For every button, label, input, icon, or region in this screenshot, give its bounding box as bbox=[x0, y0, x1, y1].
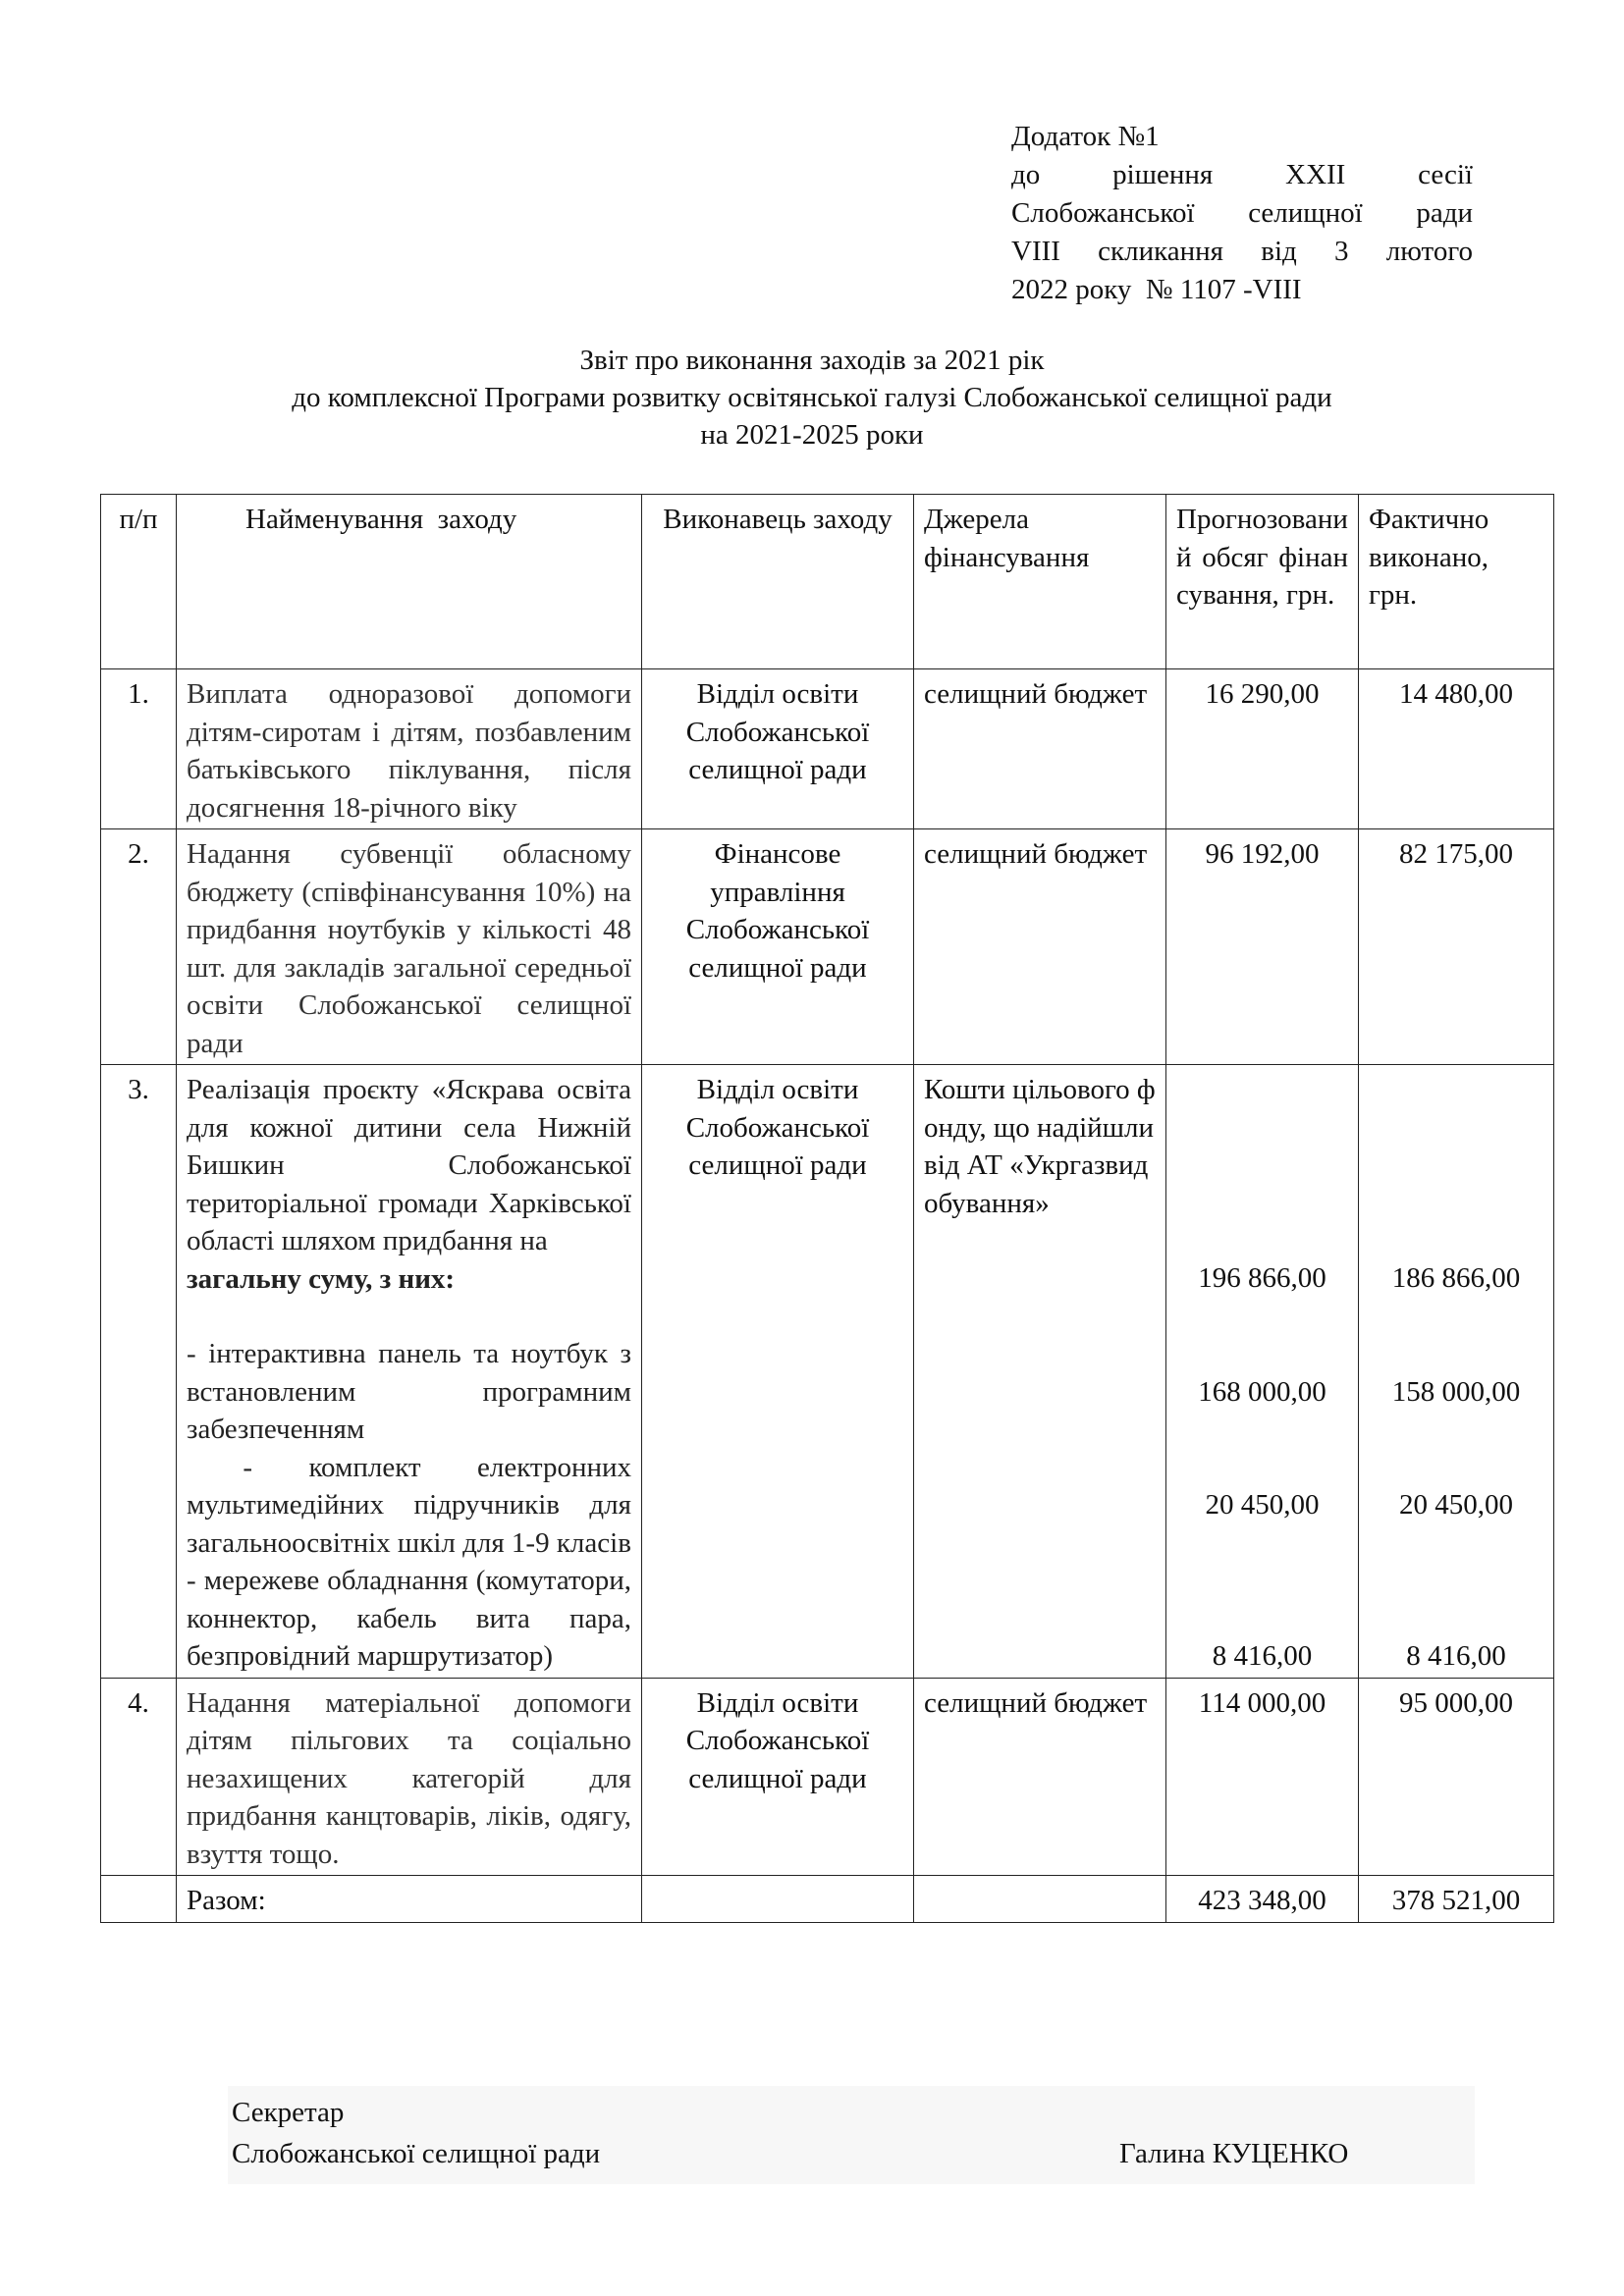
total-planned: 423 348,00 bbox=[1166, 1876, 1359, 1923]
signature-position-line-1: Секретар bbox=[232, 2097, 345, 2128]
annex-line-2: до рішення XXII сесії bbox=[1011, 159, 1473, 190]
header-name bbox=[177, 495, 642, 669]
title-line-3: на 2021-2025 роки bbox=[700, 419, 924, 451]
table-row bbox=[101, 1065, 1554, 1679]
title-line-1: Звіт про виконання заходів за 2021 рік bbox=[579, 345, 1045, 376]
row-3-item-2-planned: 20 450,00 bbox=[1205, 1489, 1320, 1521]
row-4-executor: Відділ освіти Слобожанської селищної ради bbox=[642, 1678, 914, 1876]
row-3-item-3-name: - мережеве обладнання (комутатори, коннектор, кабель вита пара, безпровідний маршрутизатор) bbox=[187, 1565, 631, 1672]
annex-line-5: 2022 року № 1107 -VIII bbox=[1011, 274, 1302, 305]
row-3-source: Кошти цільового фонду, що надійшли від АТ «Укргазвидобування» bbox=[914, 1065, 1166, 1679]
header-no: п/п bbox=[101, 495, 177, 669]
header-name-text: Найменування заходу bbox=[245, 504, 517, 535]
header-planned-text: Прогнозований обсяг фінансування, грн. bbox=[1176, 504, 1348, 611]
table-row bbox=[101, 669, 1554, 829]
row-3-name-main: Реалізація проєкту «Яскрава освіта для кожної дитини села Нижній Бишкин Слобожанської територіальної громади Харківської області шляхом придбання на bbox=[187, 1074, 631, 1256]
title-line-2: до комплексної Програми розвитку освітянської галузі Слобожанської селищної ради bbox=[292, 382, 1332, 413]
row-3-actual: 186 866,00 bbox=[1391, 1262, 1521, 1294]
row-1-source: селищний бюджет bbox=[914, 669, 1166, 829]
row-3-item-1-name: - інтерактивна панель та ноутбук з встановленим програмним забезпеченням bbox=[187, 1338, 631, 1445]
row-4-planned: 114 000,00 bbox=[1166, 1678, 1359, 1876]
row-1-actual: 14 480,00 bbox=[1359, 669, 1554, 829]
total-executor bbox=[642, 1876, 914, 1923]
total-no bbox=[101, 1876, 177, 1923]
header-actual bbox=[1359, 495, 1554, 669]
total-actual: 378 521,00 bbox=[1359, 1876, 1554, 1923]
signature-block bbox=[228, 2086, 1475, 2184]
row-3-no: 3. bbox=[101, 1065, 177, 1679]
row-2-name: Надання субвенції обласному бюджету (співфінансування 10%) на придбання ноутбуків у кількості 48 шт. для закладів загальної середньої освіти Слобожанської селищної ради bbox=[177, 829, 642, 1065]
total-label: Разом: bbox=[177, 1876, 642, 1923]
row-3-item-1-actual: 158 000,00 bbox=[1391, 1375, 1521, 1408]
signature-position-line-2: Слобожанської селищної ради bbox=[232, 2138, 601, 2169]
row-3-item-3-planned: 8 416,00 bbox=[1212, 1639, 1313, 1672]
row-2-actual: 82 175,00 bbox=[1359, 829, 1554, 1065]
header-executor bbox=[642, 495, 914, 669]
row-3-actual-cell bbox=[1359, 1065, 1554, 1679]
header-executor-text: Виконавець заходу bbox=[663, 504, 893, 535]
annex-line-4: VIII скликання від 3 лютого bbox=[1011, 236, 1473, 267]
row-3-spacer bbox=[187, 1298, 631, 1335]
table-header-row bbox=[101, 495, 1554, 669]
row-1-executor: Відділ освіти Слобожанської селищної ради bbox=[642, 669, 914, 829]
row-3-item-1-planned: 168 000,00 bbox=[1198, 1375, 1326, 1408]
row-3-item-2-name: - комплект електронних мультимедійних підручників для загальноосвітніх шкіл для 1-9 класів bbox=[187, 1451, 639, 1559]
row-3-planned: 196 866,00 bbox=[1198, 1262, 1326, 1294]
row-4-source: селищний бюджет bbox=[914, 1678, 1166, 1876]
row-4-name: Надання матеріальної допомоги дітям пільгових та соціально незахищених категорій для придбання канцтоварів, ліків, одягу, взуття тощо. bbox=[177, 1678, 642, 1876]
annex-line-3: Слобожанської селищної ради bbox=[1011, 197, 1473, 229]
row-4-no: 4. bbox=[101, 1678, 177, 1876]
row-3-name bbox=[177, 1065, 642, 1679]
row-3-name-bold: загальну суму, з них: bbox=[187, 1262, 456, 1295]
total-source bbox=[914, 1876, 1166, 1923]
table-row bbox=[101, 1678, 1554, 1876]
row-3-item-2-actual: 20 450,00 bbox=[1399, 1489, 1513, 1521]
row-2-executor: Фінансове управління Слобожанської селищної ради bbox=[642, 829, 914, 1065]
header-planned bbox=[1166, 495, 1359, 669]
row-4-actual: 95 000,00 bbox=[1359, 1678, 1554, 1876]
row-1-no: 1. bbox=[101, 669, 177, 829]
annex-line-1: Додаток №1 bbox=[1011, 121, 1160, 152]
row-3-executor: Відділ освіти Слобожанської селищної ради bbox=[642, 1065, 914, 1679]
report-title bbox=[0, 342, 1624, 454]
row-1-planned: 16 290,00 bbox=[1166, 669, 1359, 829]
row-1-name: Виплата одноразової допомоги дітям-сиротам і дітям, позбавленим батьківського піклування, після досягнення 18-річного віку bbox=[177, 669, 642, 829]
table-total-row bbox=[101, 1876, 1554, 1923]
row-2-source: селищний бюджет bbox=[914, 829, 1166, 1065]
row-3-item-3-actual: 8 416,00 bbox=[1406, 1639, 1506, 1672]
header-actual-text: Фактично виконано, грн. bbox=[1369, 504, 1489, 611]
table-row bbox=[101, 829, 1554, 1065]
report-table bbox=[100, 494, 1554, 1923]
row-2-planned: 96 192,00 bbox=[1166, 829, 1359, 1065]
header-source-text: Джерела фінансування bbox=[924, 504, 1090, 573]
annex-block bbox=[1011, 118, 1473, 309]
header-source bbox=[914, 495, 1166, 669]
row-3-planned-cell bbox=[1166, 1065, 1359, 1679]
signature-name: Галина КУЦЕНКО bbox=[1119, 2138, 1349, 2169]
row-2-no: 2. bbox=[101, 829, 177, 1065]
